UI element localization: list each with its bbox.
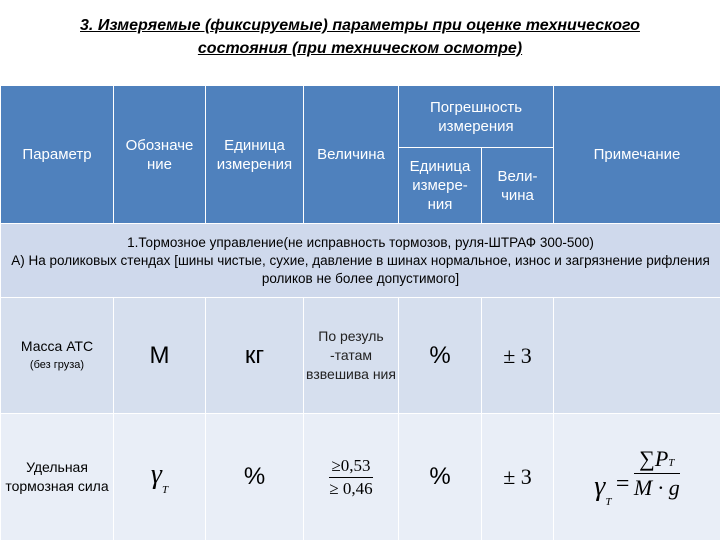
section-row	[1, 224, 720, 298]
section-line-2: А) На роликовых стендах [шины чистые, сухие, давление в шинах нормальное, износ и загрязнение рифления роликов не более допустимого]	[3, 252, 718, 288]
title-line-2: состояния (при техническом осмотре)	[0, 37, 720, 60]
value-top: ≥0,53	[329, 456, 372, 478]
cell-error-unit: %	[399, 298, 482, 414]
cell-note	[554, 298, 720, 414]
header-param: Параметр	[1, 86, 114, 224]
slide-title	[0, 14, 720, 60]
cell-unit: %	[206, 414, 304, 541]
header-designation: Обозначе ние	[114, 86, 206, 224]
cell-note-formula	[554, 414, 720, 541]
formula-denominator: M · g	[634, 474, 680, 501]
formula-sum-p: ∑P	[639, 446, 668, 471]
cell-symbol	[114, 414, 206, 541]
cell-error-unit: %	[399, 414, 482, 541]
value-bottom: ≥ 0,46	[329, 478, 372, 499]
formula-fraction	[634, 446, 680, 501]
gamma-symbol: γ	[151, 459, 162, 490]
formula-sum-subscript: T	[668, 457, 674, 469]
formula-gamma: γ	[594, 471, 605, 502]
header-error-value: Вели-чина	[482, 148, 554, 224]
value-fraction	[329, 456, 372, 499]
cell-value	[304, 414, 399, 541]
formula-numerator	[634, 446, 680, 474]
section-line-1: 1.Тормозное управление(не исправность тормозов, руля-ШТРАФ 300-500)	[3, 234, 718, 252]
header-value: Величина	[304, 86, 399, 224]
formula-equals: =	[616, 471, 630, 497]
cell-symbol: М	[114, 298, 206, 414]
parameters-table	[0, 85, 720, 541]
table-row	[1, 414, 720, 541]
table-row	[1, 298, 720, 414]
header-note: Примечание	[554, 86, 720, 224]
param-label: Масса АТС	[3, 337, 111, 356]
header-error-group: Погрешность измерения	[399, 86, 554, 148]
cell-param	[1, 298, 114, 414]
cell-value: По резуль -татам взвешива ния	[304, 298, 399, 414]
cell-error-value: ± 3	[482, 298, 554, 414]
cell-unit: кг	[206, 298, 304, 414]
cell-error-value: ± 3	[482, 414, 554, 541]
gamma-subscript: T	[162, 484, 168, 496]
title-line-1: 3. Измеряемые (фиксируемые) параметры при оценке технического	[0, 14, 720, 37]
param-note: (без груза)	[3, 356, 111, 375]
header-error-unit: Единица измере-ния	[399, 148, 482, 224]
header-unit: Единица измерения	[206, 86, 304, 224]
formula-gamma-subscript: T	[605, 496, 611, 508]
cell-param: Удельная тормозная сила	[1, 414, 114, 541]
